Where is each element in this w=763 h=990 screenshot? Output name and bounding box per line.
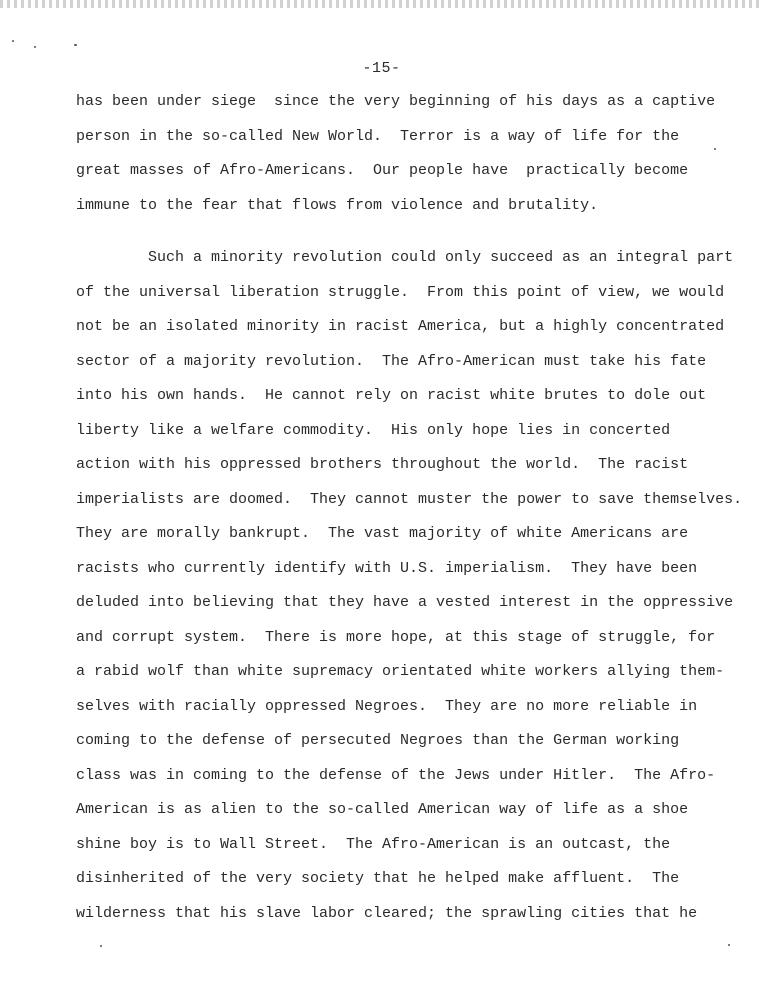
text-line: a rabid wolf than white supremacy orientated white workers allying them- <box>76 663 725 680</box>
text-line: action with his oppressed brothers throughout the world. The racist <box>76 456 689 473</box>
text-line: disinherited of the very society that he helped make affluent. The <box>76 870 680 887</box>
text-line: and corrupt system. There is more hope, at this stage of struggle, for <box>76 628 716 646</box>
text-line: deluded into believing that they have a vested interest in the oppressive <box>76 594 734 611</box>
text-line: racists who currently identify with U.S. imperialism. They have been <box>76 559 698 577</box>
text-line: into his own hands. He cannot rely on racist white brutes to dole out <box>76 387 707 404</box>
scan-speck <box>728 944 730 946</box>
text-line: of the universal liberation struggle. From this point of view, we would <box>76 283 725 301</box>
text-line: class was in coming to the defense of the Jews under Hitler. The Afro- <box>76 766 716 784</box>
text-line: immune to the fear that flows from violence and brutality. <box>76 196 599 214</box>
text-line: has been under siege since the very beginning of his days as a captive <box>76 93 716 110</box>
scan-speck <box>74 44 77 46</box>
text-line: not be an isolated minority in racist America, but a highly concentrated <box>76 318 725 335</box>
text-line: They are morally bankrupt. The vast majority of white Americans are <box>76 525 689 542</box>
page-top-edge <box>0 0 763 8</box>
text-line: selves with racially oppressed Negroes. They are no more reliable in <box>76 697 698 715</box>
text-line: shine boy is to Wall Street. The Afro-American is an outcast, the <box>76 835 671 853</box>
paragraph-2 <box>76 241 742 931</box>
paragraph-1 <box>76 85 715 223</box>
text-line: American is as alien to the so-called American way of life as a shoe <box>76 801 689 818</box>
text-line: wilderness that his slave labor cleared; the sprawling cities that he <box>76 904 698 922</box>
page-number: -15- <box>362 60 401 77</box>
scan-speck <box>100 945 102 947</box>
text-line: sector of a majority revolution. The Afro-American must take his fate <box>76 352 707 370</box>
scan-speck <box>34 46 36 48</box>
text-line: liberty like a welfare commodity. His only hope lies in concerted <box>76 421 671 439</box>
text-line: Such a minority revolution could only succeed as an integral part <box>76 249 734 266</box>
text-line: great masses of Afro-Americans. Our people have practically become <box>76 162 689 179</box>
text-line: coming to the defense of persecuted Negroes than the German working <box>76 732 680 749</box>
text-line: imperialists are doomed. They cannot muster the power to save themselves. <box>76 490 743 508</box>
text-line: person in the so-called New World. Terror is a way of life for the <box>76 127 680 145</box>
scan-speck <box>12 40 14 42</box>
